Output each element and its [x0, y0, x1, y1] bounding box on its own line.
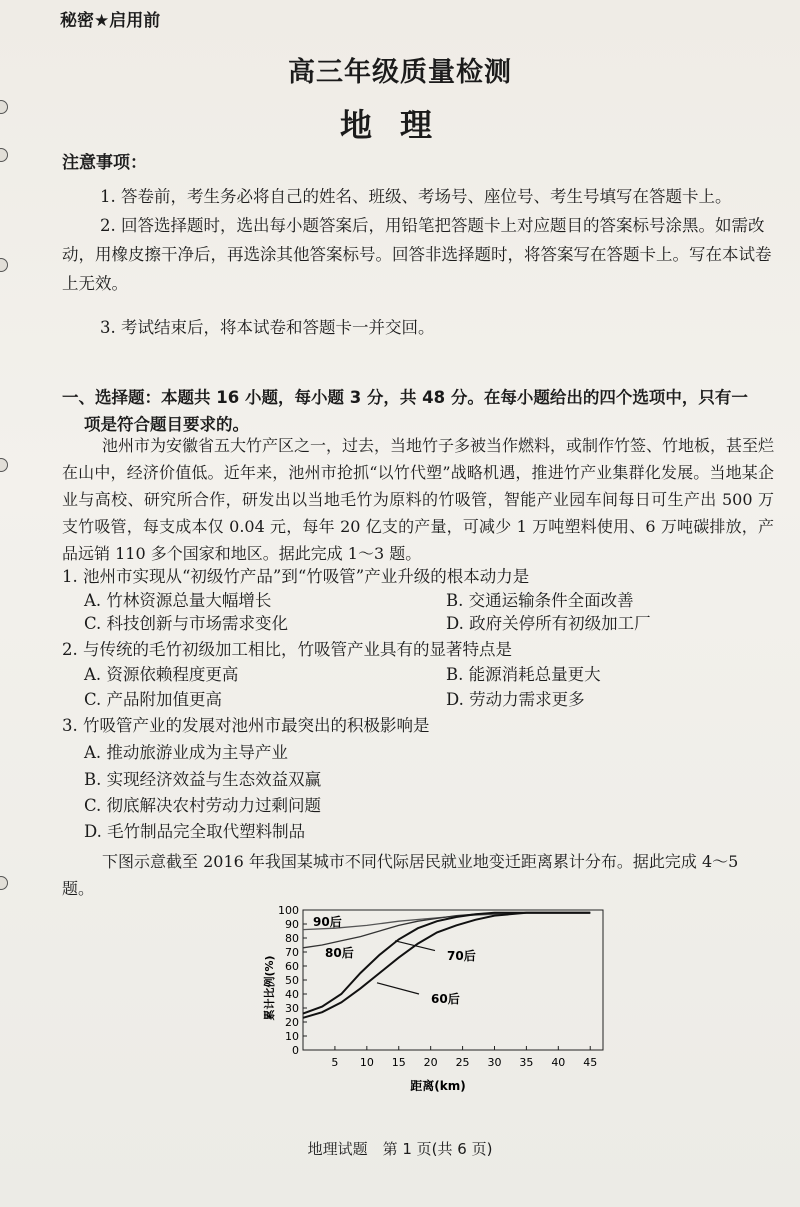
question-option: D. 劳动力需求更多: [446, 690, 585, 709]
y-tick-label: 50: [285, 974, 299, 987]
y-tick-label: 80: [285, 932, 299, 945]
question-option: B. 能源消耗总量更大: [446, 665, 601, 684]
question-option: D. 毛竹制品完全取代塑料制品: [84, 822, 306, 841]
section-heading-line2: 项是符合题目要求的。: [84, 415, 249, 434]
question-stem: 3. 竹吸管产业的发展对池州市最突出的积极影响是: [62, 716, 430, 735]
notice-item: 2. 回答选择题时，选出每小题答案后，用铅笔把答题卡上对应题目的答案标号涂黑。如需改动，用橡皮擦干净后，再选涂其他答案标号。回答非选择题时，将答案写在答题卡上。写在本试卷上无效。: [62, 216, 772, 293]
x-tick-label: 35: [519, 1056, 534, 1069]
y-tick-label: 0: [292, 1044, 299, 1057]
series-label: 70后: [447, 948, 476, 963]
question-option: A. 竹林资源总量大幅增长: [84, 591, 272, 610]
question-option: A. 资源依赖程度更高: [84, 665, 239, 684]
section-heading-line1: 一、选择题：本题共 16 小题，每小题 3 分，共 48 分。在每小题给出的四个选项中，只有一: [62, 388, 748, 407]
y-tick-label: 100: [278, 904, 299, 917]
binding-hole: [0, 876, 8, 890]
y-tick-label: 20: [285, 1016, 299, 1029]
notice-item: 3. 考试结束后，将本试卷和答题卡一并交回。: [100, 318, 435, 337]
question-option: C. 科技创新与市场需求变化: [84, 614, 289, 633]
notice-heading: 注意事项：: [62, 153, 147, 173]
question-option: B. 交通运输条件全面改善: [446, 591, 634, 610]
x-tick-label: 25: [455, 1056, 470, 1069]
y-tick-label: 30: [285, 1002, 299, 1015]
plot-frame: [303, 910, 603, 1050]
y-tick-label: 60: [285, 960, 299, 973]
exam-title: 高三年级质量检测: [288, 57, 512, 88]
x-tick-label: 5: [331, 1056, 339, 1069]
series-line: [303, 913, 590, 948]
question-option: C. 产品附加值更高: [84, 690, 223, 709]
binding-hole: [0, 258, 8, 272]
y-tick-label: 90: [285, 918, 299, 931]
question-option: A. 推动旅游业成为主导产业: [84, 743, 288, 762]
distance-chart: [255, 900, 615, 1100]
x-axis-label: 距离(km): [410, 1079, 466, 1093]
x-tick-label: 45: [583, 1056, 598, 1069]
binding-hole: [0, 458, 8, 472]
label-arrow: [377, 983, 419, 994]
x-tick-label: 20: [423, 1056, 438, 1069]
question-option: B. 实现经济效益与生态效益双赢: [84, 770, 322, 789]
x-tick-label: 15: [391, 1056, 406, 1069]
series-label: 90后: [313, 915, 342, 929]
question-stem: 2. 与传统的毛竹初级加工相比，竹吸管产业具有的显著特点是: [62, 640, 512, 659]
y-tick-label: 70: [285, 946, 299, 959]
series-line: [303, 913, 590, 930]
question-option: D. 政府关停所有初级加工厂: [446, 614, 651, 633]
question-stem: 1. 池州市实现从“初级竹产品”到“竹吸管”产业升级的根本动力是: [62, 567, 530, 586]
y-tick-label: 40: [285, 988, 299, 1001]
chart-intro: 下图示意截至 2016 年我国某城市不同代际居民就业地变迁距离累计分布。据此完成 4～5 题。: [62, 852, 739, 898]
page-footer: 地理试题 第 1 页(共 6 页): [307, 1140, 493, 1158]
label-arrow: [395, 941, 435, 951]
confidential-mark: 秘密★启用前: [60, 11, 161, 31]
notice-item: 1. 答卷前，考生务必将自己的姓名、班级、考场号、座位号、考生号填写在答题卡上。: [100, 187, 732, 206]
y-tick-label: 10: [285, 1030, 299, 1043]
x-tick-label: 40: [551, 1056, 566, 1069]
question-option: C. 彻底解决农村劳动力过剩问题: [84, 796, 322, 815]
series-label: 80后: [325, 946, 354, 960]
reading-passage: 池州市为安徽省五大竹产区之一，过去，当地竹子多被当作燃料，或制作竹签、竹地板，甚至烂在山中，经济价值低。近年来，池州市抢抓“以竹代塑”战略机遇，推进竹产业集群化发展。当地某企业与高校、研究所合作，研发出以当地毛竹为原料的竹吸管，智能产业园车间每日可生产出 500 万支竹吸管，每支成本仅 0.04 元，每年 20 亿支的产量，可减少 1 万吨塑料使用、6 万吨碳排放，产品远销 110 多个国家和地区。据此完成 1～3 题。: [62, 436, 775, 563]
series-label: 60后: [431, 992, 460, 1007]
section-heading: [62, 384, 777, 438]
x-tick-label: 30: [487, 1056, 502, 1069]
y-axis-label: 累计比例(%): [263, 955, 276, 1021]
subject-title: 地理: [339, 106, 460, 144]
binding-hole: [0, 148, 8, 162]
x-tick-label: 10: [359, 1056, 374, 1069]
